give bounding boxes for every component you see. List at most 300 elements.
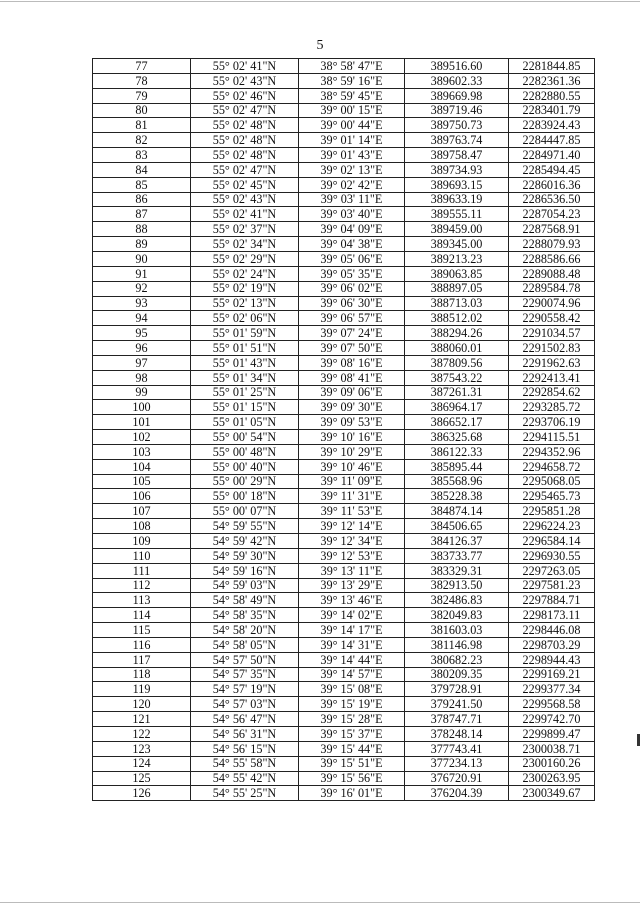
point-number-cell: 78: [93, 73, 191, 88]
longitude-cell: 39° 09' 53"E: [299, 415, 405, 430]
table-row: [93, 296, 595, 311]
latitude-cell: 55° 02' 41"N: [191, 59, 299, 74]
table-row: [93, 430, 595, 445]
latitude-cell: 54° 55' 25"N: [191, 786, 299, 801]
table-row: [93, 207, 595, 222]
longitude-cell: 39° 15' 37"E: [299, 726, 405, 741]
y-coordinate-cell: 2290558.42: [509, 311, 595, 326]
longitude-cell: 39° 11' 31"E: [299, 489, 405, 504]
latitude-cell: 55° 02' 48"N: [191, 148, 299, 163]
y-coordinate-cell: 2298703.29: [509, 637, 595, 652]
latitude-cell: 55° 02' 43"N: [191, 192, 299, 207]
y-coordinate-cell: 2295068.05: [509, 474, 595, 489]
latitude-cell: 55° 02' 45"N: [191, 177, 299, 192]
y-coordinate-cell: 2291034.57: [509, 326, 595, 341]
longitude-cell: 39° 08' 16"E: [299, 355, 405, 370]
point-number-cell: 124: [93, 756, 191, 771]
point-number-cell: 94: [93, 311, 191, 326]
table-row: [93, 59, 595, 74]
longitude-cell: 39° 10' 29"E: [299, 444, 405, 459]
table-row: [93, 415, 595, 430]
y-coordinate-cell: 2293706.19: [509, 415, 595, 430]
latitude-cell: 55° 02' 48"N: [191, 118, 299, 133]
y-coordinate-cell: 2291502.83: [509, 341, 595, 356]
x-coordinate-cell: 388512.02: [405, 311, 509, 326]
x-coordinate-cell: 377234.13: [405, 756, 509, 771]
point-number-cell: 85: [93, 177, 191, 192]
y-coordinate-cell: 2297263.05: [509, 563, 595, 578]
latitude-cell: 55° 02' 47"N: [191, 162, 299, 177]
point-number-cell: 99: [93, 385, 191, 400]
x-coordinate-cell: 378747.71: [405, 712, 509, 727]
point-number-cell: 105: [93, 474, 191, 489]
point-number-cell: 81: [93, 118, 191, 133]
table-row: [93, 637, 595, 652]
point-number-cell: 108: [93, 519, 191, 534]
point-number-cell: 123: [93, 741, 191, 756]
x-coordinate-cell: 388060.01: [405, 341, 509, 356]
y-coordinate-cell: 2283401.79: [509, 103, 595, 118]
latitude-cell: 54° 57' 19"N: [191, 682, 299, 697]
table-row: [93, 652, 595, 667]
point-number-cell: 106: [93, 489, 191, 504]
x-coordinate-cell: 389516.60: [405, 59, 509, 74]
latitude-cell: 54° 55' 58"N: [191, 756, 299, 771]
longitude-cell: 39° 15' 56"E: [299, 771, 405, 786]
point-number-cell: 102: [93, 430, 191, 445]
x-coordinate-cell: 387809.56: [405, 355, 509, 370]
x-coordinate-cell: 383733.77: [405, 548, 509, 563]
longitude-cell: 38° 58' 47"E: [299, 59, 405, 74]
point-number-cell: 101: [93, 415, 191, 430]
x-coordinate-cell: 379241.50: [405, 697, 509, 712]
table-row: [93, 548, 595, 563]
longitude-cell: 39° 02' 13"E: [299, 162, 405, 177]
longitude-cell: 39° 09' 06"E: [299, 385, 405, 400]
y-coordinate-cell: 2283924.43: [509, 118, 595, 133]
table-row: [93, 237, 595, 252]
table-row: [93, 563, 595, 578]
latitude-cell: 55° 00' 40"N: [191, 459, 299, 474]
x-coordinate-cell: 386325.68: [405, 430, 509, 445]
latitude-cell: 55° 02' 13"N: [191, 296, 299, 311]
latitude-cell: 54° 57' 35"N: [191, 667, 299, 682]
longitude-cell: 39° 15' 51"E: [299, 756, 405, 771]
point-number-cell: 110: [93, 548, 191, 563]
point-number-cell: 125: [93, 771, 191, 786]
y-coordinate-cell: 2296930.55: [509, 548, 595, 563]
latitude-cell: 54° 59' 16"N: [191, 563, 299, 578]
x-coordinate-cell: 386652.17: [405, 415, 509, 430]
latitude-cell: 54° 59' 42"N: [191, 534, 299, 549]
point-number-cell: 119: [93, 682, 191, 697]
x-coordinate-cell: 389345.00: [405, 237, 509, 252]
y-coordinate-cell: 2298446.08: [509, 623, 595, 638]
y-coordinate-cell: 2281844.85: [509, 59, 595, 74]
table-row: [93, 667, 595, 682]
y-coordinate-cell: 2290074.96: [509, 296, 595, 311]
longitude-cell: 39° 01' 14"E: [299, 133, 405, 148]
latitude-cell: 55° 01' 25"N: [191, 385, 299, 400]
top-divider: [0, 1, 640, 2]
point-number-cell: 84: [93, 162, 191, 177]
y-coordinate-cell: 2294352.96: [509, 444, 595, 459]
table-row: [93, 474, 595, 489]
longitude-cell: 39° 10' 16"E: [299, 430, 405, 445]
point-number-cell: 87: [93, 207, 191, 222]
x-coordinate-cell: 381603.03: [405, 623, 509, 638]
y-coordinate-cell: 2285494.45: [509, 162, 595, 177]
latitude-cell: 55° 02' 37"N: [191, 222, 299, 237]
table-row: [93, 682, 595, 697]
y-coordinate-cell: 2298944.43: [509, 652, 595, 667]
table-row: [93, 444, 595, 459]
longitude-cell: 39° 06' 02"E: [299, 281, 405, 296]
longitude-cell: 39° 06' 57"E: [299, 311, 405, 326]
table-row: [93, 326, 595, 341]
longitude-cell: 39° 15' 28"E: [299, 712, 405, 727]
table-row: [93, 118, 595, 133]
longitude-cell: 39° 13' 29"E: [299, 578, 405, 593]
latitude-cell: 55° 02' 48"N: [191, 133, 299, 148]
latitude-cell: 55° 01' 05"N: [191, 415, 299, 430]
x-coordinate-cell: 387261.31: [405, 385, 509, 400]
x-coordinate-cell: 376720.91: [405, 771, 509, 786]
x-coordinate-cell: 389750.73: [405, 118, 509, 133]
x-coordinate-cell: 384126.37: [405, 534, 509, 549]
longitude-cell: 39° 11' 09"E: [299, 474, 405, 489]
x-coordinate-cell: 389213.23: [405, 251, 509, 266]
table-row: [93, 712, 595, 727]
table-row: [93, 177, 595, 192]
bottom-divider: [0, 902, 640, 903]
table-row: [93, 281, 595, 296]
x-coordinate-cell: 389719.46: [405, 103, 509, 118]
x-coordinate-cell: 386964.17: [405, 400, 509, 415]
point-number-cell: 117: [93, 652, 191, 667]
point-number-cell: 92: [93, 281, 191, 296]
x-coordinate-cell: 385895.44: [405, 459, 509, 474]
table-row: [93, 88, 595, 103]
x-coordinate-cell: 377743.41: [405, 741, 509, 756]
longitude-cell: 39° 15' 44"E: [299, 741, 405, 756]
table-row: [93, 355, 595, 370]
point-number-cell: 82: [93, 133, 191, 148]
point-number-cell: 121: [93, 712, 191, 727]
latitude-cell: 55° 00' 18"N: [191, 489, 299, 504]
table-row: [93, 385, 595, 400]
longitude-cell: 39° 00' 44"E: [299, 118, 405, 133]
longitude-cell: 39° 08' 41"E: [299, 370, 405, 385]
latitude-cell: 55° 00' 48"N: [191, 444, 299, 459]
table-row: [93, 519, 595, 534]
longitude-cell: 39° 12' 14"E: [299, 519, 405, 534]
latitude-cell: 54° 57' 50"N: [191, 652, 299, 667]
x-coordinate-cell: 380682.23: [405, 652, 509, 667]
point-number-cell: 115: [93, 623, 191, 638]
latitude-cell: 55° 02' 47"N: [191, 103, 299, 118]
y-coordinate-cell: 2299568.58: [509, 697, 595, 712]
y-coordinate-cell: 2300263.95: [509, 771, 595, 786]
latitude-cell: 55° 01' 15"N: [191, 400, 299, 415]
x-coordinate-cell: 389763.74: [405, 133, 509, 148]
point-number-cell: 83: [93, 148, 191, 163]
longitude-cell: 39° 00' 15"E: [299, 103, 405, 118]
latitude-cell: 55° 01' 34"N: [191, 370, 299, 385]
x-coordinate-cell: 384874.14: [405, 504, 509, 519]
x-coordinate-cell: 378248.14: [405, 726, 509, 741]
x-coordinate-cell: 376204.39: [405, 786, 509, 801]
y-coordinate-cell: 2287568.91: [509, 222, 595, 237]
point-number-cell: 122: [93, 726, 191, 741]
point-number-cell: 97: [93, 355, 191, 370]
longitude-cell: 39° 14' 57"E: [299, 667, 405, 682]
y-coordinate-cell: 2299377.34: [509, 682, 595, 697]
point-number-cell: 79: [93, 88, 191, 103]
y-coordinate-cell: 2293285.72: [509, 400, 595, 415]
latitude-cell: 55° 02' 41"N: [191, 207, 299, 222]
point-number-cell: 89: [93, 237, 191, 252]
latitude-cell: 54° 58' 35"N: [191, 608, 299, 623]
table-row: [93, 756, 595, 771]
point-number-cell: 103: [93, 444, 191, 459]
point-number-cell: 86: [93, 192, 191, 207]
y-coordinate-cell: 2286536.50: [509, 192, 595, 207]
x-coordinate-cell: 387543.22: [405, 370, 509, 385]
table-row: [93, 726, 595, 741]
longitude-cell: 39° 15' 08"E: [299, 682, 405, 697]
point-number-cell: 112: [93, 578, 191, 593]
x-coordinate-cell: 389633.19: [405, 192, 509, 207]
table-row: [93, 103, 595, 118]
longitude-cell: 39° 04' 09"E: [299, 222, 405, 237]
latitude-cell: 55° 02' 46"N: [191, 88, 299, 103]
point-number-cell: 104: [93, 459, 191, 474]
table-row: [93, 504, 595, 519]
latitude-cell: 55° 01' 51"N: [191, 341, 299, 356]
longitude-cell: 39° 03' 11"E: [299, 192, 405, 207]
y-coordinate-cell: 2299169.21: [509, 667, 595, 682]
point-number-cell: 100: [93, 400, 191, 415]
table-row: [93, 311, 595, 326]
x-coordinate-cell: 389758.47: [405, 148, 509, 163]
x-coordinate-cell: 389734.93: [405, 162, 509, 177]
coordinates-table: [92, 58, 595, 801]
latitude-cell: 54° 59' 03"N: [191, 578, 299, 593]
latitude-cell: 54° 58' 05"N: [191, 637, 299, 652]
table-row: [93, 222, 595, 237]
y-coordinate-cell: 2294658.72: [509, 459, 595, 474]
table-row: [93, 192, 595, 207]
longitude-cell: 39° 10' 46"E: [299, 459, 405, 474]
longitude-cell: 39° 04' 38"E: [299, 237, 405, 252]
y-coordinate-cell: 2289088.48: [509, 266, 595, 281]
x-coordinate-cell: 385568.96: [405, 474, 509, 489]
point-number-cell: 98: [93, 370, 191, 385]
x-coordinate-cell: 382049.83: [405, 608, 509, 623]
y-coordinate-cell: 2287054.23: [509, 207, 595, 222]
x-coordinate-cell: 384506.65: [405, 519, 509, 534]
table-row: [93, 608, 595, 623]
longitude-cell: 39° 13' 11"E: [299, 563, 405, 578]
table-row: [93, 162, 595, 177]
longitude-cell: 39° 15' 19"E: [299, 697, 405, 712]
coordinates-table-body: [93, 59, 595, 801]
x-coordinate-cell: 379728.91: [405, 682, 509, 697]
x-coordinate-cell: 389602.33: [405, 73, 509, 88]
latitude-cell: 55° 00' 54"N: [191, 430, 299, 445]
point-number-cell: 88: [93, 222, 191, 237]
table-row: [93, 578, 595, 593]
latitude-cell: 54° 59' 55"N: [191, 519, 299, 534]
latitude-cell: 55° 01' 59"N: [191, 326, 299, 341]
latitude-cell: 55° 02' 06"N: [191, 311, 299, 326]
x-coordinate-cell: 389555.11: [405, 207, 509, 222]
longitude-cell: 39° 07' 24"E: [299, 326, 405, 341]
y-coordinate-cell: 2296584.14: [509, 534, 595, 549]
longitude-cell: 39° 14' 44"E: [299, 652, 405, 667]
y-coordinate-cell: 2284447.85: [509, 133, 595, 148]
longitude-cell: 39° 07' 50"E: [299, 341, 405, 356]
page-number: 5: [316, 38, 324, 53]
y-coordinate-cell: 2289584.78: [509, 281, 595, 296]
y-coordinate-cell: 2291962.63: [509, 355, 595, 370]
longitude-cell: 39° 03' 40"E: [299, 207, 405, 222]
x-coordinate-cell: 389693.15: [405, 177, 509, 192]
longitude-cell: 39° 05' 35"E: [299, 266, 405, 281]
x-coordinate-cell: 382486.83: [405, 593, 509, 608]
table-row: [93, 341, 595, 356]
x-coordinate-cell: 389459.00: [405, 222, 509, 237]
latitude-cell: 55° 02' 34"N: [191, 237, 299, 252]
point-number-cell: 113: [93, 593, 191, 608]
point-number-cell: 109: [93, 534, 191, 549]
table-row: [93, 251, 595, 266]
x-coordinate-cell: 385228.38: [405, 489, 509, 504]
table-row: [93, 623, 595, 638]
point-number-cell: 96: [93, 341, 191, 356]
table-row: [93, 400, 595, 415]
y-coordinate-cell: 2294115.51: [509, 430, 595, 445]
longitude-cell: 39° 06' 30"E: [299, 296, 405, 311]
table-row: [93, 370, 595, 385]
y-coordinate-cell: 2292854.62: [509, 385, 595, 400]
latitude-cell: 54° 55' 42"N: [191, 771, 299, 786]
y-coordinate-cell: 2292413.41: [509, 370, 595, 385]
y-coordinate-cell: 2297884.71: [509, 593, 595, 608]
table-row: [93, 73, 595, 88]
point-number-cell: 116: [93, 637, 191, 652]
latitude-cell: 55° 00' 07"N: [191, 504, 299, 519]
y-coordinate-cell: 2296224.23: [509, 519, 595, 534]
longitude-cell: 39° 02' 42"E: [299, 177, 405, 192]
y-coordinate-cell: 2288586.66: [509, 251, 595, 266]
table-row: [93, 697, 595, 712]
longitude-cell: 39° 13' 46"E: [299, 593, 405, 608]
y-coordinate-cell: 2282880.55: [509, 88, 595, 103]
latitude-cell: 54° 56' 31"N: [191, 726, 299, 741]
table-row: [93, 133, 595, 148]
point-number-cell: 107: [93, 504, 191, 519]
longitude-cell: 39° 09' 30"E: [299, 400, 405, 415]
y-coordinate-cell: 2295465.73: [509, 489, 595, 504]
x-coordinate-cell: 383329.31: [405, 563, 509, 578]
point-number-cell: 91: [93, 266, 191, 281]
table-row: [93, 771, 595, 786]
y-coordinate-cell: 2297581.23: [509, 578, 595, 593]
x-coordinate-cell: 388897.05: [405, 281, 509, 296]
longitude-cell: 39° 01' 43"E: [299, 148, 405, 163]
point-number-cell: 118: [93, 667, 191, 682]
longitude-cell: 39° 12' 53"E: [299, 548, 405, 563]
table-row: [93, 266, 595, 281]
x-coordinate-cell: 389669.98: [405, 88, 509, 103]
point-number-cell: 126: [93, 786, 191, 801]
y-coordinate-cell: 2295851.28: [509, 504, 595, 519]
longitude-cell: 39° 14' 31"E: [299, 637, 405, 652]
point-number-cell: 77: [93, 59, 191, 74]
longitude-cell: 39° 12' 34"E: [299, 534, 405, 549]
table-row: [93, 593, 595, 608]
latitude-cell: 55° 00' 29"N: [191, 474, 299, 489]
table-row: [93, 459, 595, 474]
y-coordinate-cell: 2282361.36: [509, 73, 595, 88]
latitude-cell: 54° 57' 03"N: [191, 697, 299, 712]
y-coordinate-cell: 2299742.70: [509, 712, 595, 727]
point-number-cell: 111: [93, 563, 191, 578]
x-coordinate-cell: 389063.85: [405, 266, 509, 281]
latitude-cell: 54° 58' 49"N: [191, 593, 299, 608]
latitude-cell: 54° 56' 15"N: [191, 741, 299, 756]
x-coordinate-cell: 382913.50: [405, 578, 509, 593]
point-number-cell: 120: [93, 697, 191, 712]
longitude-cell: 38° 59' 45"E: [299, 88, 405, 103]
longitude-cell: 39° 14' 17"E: [299, 623, 405, 638]
table-row: [93, 741, 595, 756]
latitude-cell: 54° 58' 20"N: [191, 623, 299, 638]
y-coordinate-cell: 2298173.11: [509, 608, 595, 623]
longitude-cell: 39° 11' 53"E: [299, 504, 405, 519]
latitude-cell: 55° 02' 43"N: [191, 73, 299, 88]
y-coordinate-cell: 2299899.47: [509, 726, 595, 741]
longitude-cell: 39° 16' 01"E: [299, 786, 405, 801]
point-number-cell: 90: [93, 251, 191, 266]
y-coordinate-cell: 2288079.93: [509, 237, 595, 252]
table-row: [93, 534, 595, 549]
y-coordinate-cell: 2300038.71: [509, 741, 595, 756]
x-coordinate-cell: 386122.33: [405, 444, 509, 459]
point-number-cell: 80: [93, 103, 191, 118]
table-row: [93, 148, 595, 163]
table-row: [93, 786, 595, 801]
point-number-cell: 93: [93, 296, 191, 311]
latitude-cell: 55° 02' 19"N: [191, 281, 299, 296]
y-coordinate-cell: 2300349.67: [509, 786, 595, 801]
point-number-cell: 95: [93, 326, 191, 341]
y-coordinate-cell: 2286016.36: [509, 177, 595, 192]
x-coordinate-cell: 380209.35: [405, 667, 509, 682]
longitude-cell: 39° 14' 02"E: [299, 608, 405, 623]
x-coordinate-cell: 388294.26: [405, 326, 509, 341]
y-coordinate-cell: 2284971.40: [509, 148, 595, 163]
latitude-cell: 55° 02' 29"N: [191, 251, 299, 266]
x-coordinate-cell: 381146.98: [405, 637, 509, 652]
latitude-cell: 54° 56' 47"N: [191, 712, 299, 727]
longitude-cell: 38° 59' 16"E: [299, 73, 405, 88]
table-row: [93, 489, 595, 504]
latitude-cell: 54° 59' 30"N: [191, 548, 299, 563]
point-number-cell: 114: [93, 608, 191, 623]
